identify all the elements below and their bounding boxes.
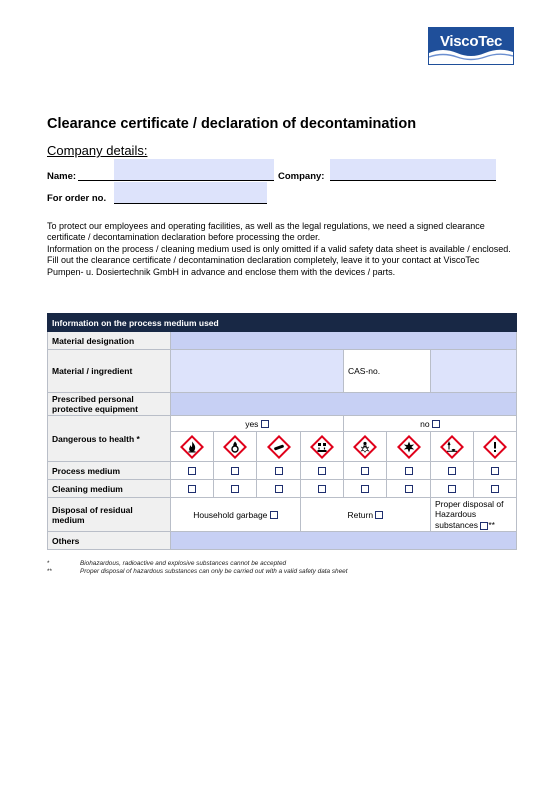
order-number-field[interactable] [114, 182, 267, 204]
cleaning-medium-cell [257, 480, 301, 498]
flame-over-circle-icon [223, 435, 247, 459]
cleaning-medium-label: Cleaning medium [48, 480, 171, 498]
danger-no-label: no [420, 418, 430, 429]
danger-yes-cell [171, 416, 344, 432]
process-medium-cell [431, 462, 474, 480]
table-header: Information on the process medium used [48, 314, 517, 332]
return-label: Return [347, 509, 374, 520]
viscotec-logo [428, 27, 514, 65]
cas-number-label: CAS-no. [344, 350, 431, 393]
return-cell [301, 498, 431, 532]
dangerous-to-health-label: Dangerous to health * [48, 416, 171, 462]
environment-icon [440, 435, 464, 459]
cleaning-medium-cell [431, 480, 474, 498]
cleaning-medium-cell [171, 480, 214, 498]
household-garbage-checkbox[interactable] [270, 511, 278, 519]
page-title: Clearance certificate / declaration of decontamination [47, 116, 417, 132]
footnotes [47, 560, 517, 577]
footnote [47, 568, 517, 576]
ghs-cell [214, 432, 257, 462]
process-medium-label: Process medium [48, 462, 171, 480]
intro-paragraph: To protect our employees and operating facilities, as well as the legal regulations, we need a signed clearance certificate / decontamination declaration before processing the order. [47, 221, 485, 243]
material-ingredient-field[interactable] [171, 350, 344, 393]
process-medium-cell [344, 462, 387, 480]
household-garbage-label: Household garbage [193, 509, 268, 520]
corrosion-icon [310, 435, 334, 459]
hazardous-disposal-label: Proper disposal of Hazardous substances [435, 498, 504, 530]
process-medium-checkbox[interactable] [405, 467, 413, 475]
name-underline [78, 180, 274, 181]
process-medium-checkbox[interactable] [448, 467, 456, 475]
footnote-text: Proper disposal of hazardous substances can only be carried out with a valid safety data sheet [80, 568, 348, 576]
process-medium-checkbox[interactable] [231, 467, 239, 475]
ppe-field[interactable] [171, 393, 517, 416]
cleaning-medium-checkbox[interactable] [318, 485, 326, 493]
material-designation-label: Material designation [48, 332, 171, 350]
logo-text: ViscoTec [439, 33, 503, 50]
process-medium-checkbox[interactable] [491, 467, 499, 475]
process-medium-checkbox[interactable] [361, 467, 369, 475]
order-underline [114, 203, 267, 204]
cleaning-medium-cell [387, 480, 431, 498]
process-medium-table [47, 313, 517, 550]
cleaning-medium-cell [344, 480, 387, 498]
disposal-label: Disposal of residual medium [48, 498, 171, 532]
material-designation-field[interactable] [171, 332, 517, 350]
cleaning-medium-checkbox[interactable] [448, 485, 456, 493]
material-ingredient-label: Material / ingredient [48, 350, 171, 393]
cleaning-medium-cell [474, 480, 517, 498]
name-label: Name: [47, 171, 77, 182]
danger-no-checkbox[interactable] [432, 420, 440, 428]
process-medium-cell [214, 462, 257, 480]
others-field[interactable] [171, 532, 517, 550]
gas-cylinder-icon [267, 435, 291, 459]
cas-number-field[interactable] [431, 350, 517, 393]
process-medium-cell [387, 462, 431, 480]
intro-text [47, 221, 512, 278]
danger-yes-checkbox[interactable] [261, 420, 269, 428]
process-medium-checkbox[interactable] [318, 467, 326, 475]
process-medium-cell [171, 462, 214, 480]
order-number-label: For order no. [47, 193, 107, 204]
hazardous-disposal-cell [431, 498, 517, 532]
cleaning-medium-checkbox[interactable] [491, 485, 499, 493]
company-field[interactable] [330, 159, 496, 181]
health-hazard-icon [353, 435, 377, 459]
ghs-cell [344, 432, 387, 462]
footnote [47, 560, 517, 568]
danger-yes-label: yes [245, 418, 259, 429]
ghs-cell [387, 432, 431, 462]
cleaning-medium-checkbox[interactable] [405, 485, 413, 493]
others-label: Others [48, 532, 171, 550]
ghs-cell [257, 432, 301, 462]
process-medium-checkbox[interactable] [188, 467, 196, 475]
footnote-mark: ** [47, 568, 52, 576]
ghs-cell [474, 432, 517, 462]
process-medium-checkbox[interactable] [275, 467, 283, 475]
hazardous-disposal-mark: ** [488, 519, 495, 530]
cleaning-medium-cell [214, 480, 257, 498]
cleaning-medium-checkbox[interactable] [275, 485, 283, 493]
cleaning-medium-checkbox[interactable] [188, 485, 196, 493]
cleaning-medium-checkbox[interactable] [231, 485, 239, 493]
company-underline [330, 180, 496, 181]
danger-no-cell [344, 416, 517, 432]
footnote-text: Biohazardous, radioactive and explosive substances cannot be accepted [80, 560, 287, 567]
return-checkbox[interactable] [375, 511, 383, 519]
process-medium-cell [257, 462, 301, 480]
ghs-cell [301, 432, 344, 462]
flame-icon [180, 435, 204, 459]
intro-paragraph: Information on the process / cleaning medium used is only omitted if a valid safety data sheet is available / enclosed. [47, 243, 511, 254]
footnote-mark: * [47, 560, 50, 567]
ppe-label: Prescribed personal protective equipment [48, 393, 171, 416]
exclamation-icon [483, 435, 507, 459]
cleaning-medium-checkbox[interactable] [361, 485, 369, 493]
ghs-cell [431, 432, 474, 462]
section-heading: Company details: [47, 143, 148, 158]
company-label: Company: [278, 171, 325, 182]
exploding-bomb-icon [397, 435, 421, 459]
household-garbage-cell [171, 498, 301, 532]
process-medium-cell [301, 462, 344, 480]
name-field[interactable] [114, 159, 274, 181]
cleaning-medium-cell [301, 480, 344, 498]
process-medium-cell [474, 462, 517, 480]
intro-paragraph: Fill out the clearance certificate / decontamination declaration completely, leave it to your contact at ViscoTec Pumpen- u. Dosiertechnik GmbH in advance and enclose them with the devices / parts. [47, 255, 480, 277]
ghs-cell [171, 432, 214, 462]
